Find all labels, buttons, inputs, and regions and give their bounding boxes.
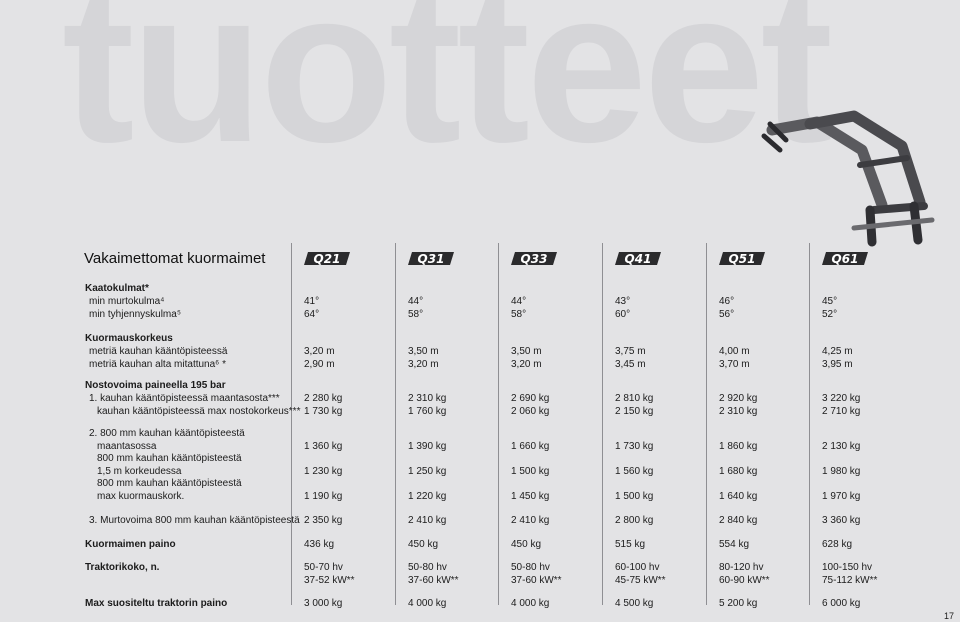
cell-value: 1 230 kg: [304, 466, 343, 477]
page-number: 17: [943, 611, 954, 621]
model-badge: [719, 252, 765, 265]
row-label: 1,5 m korkeudessa: [97, 466, 182, 477]
cell-value: 75-112 kW**: [822, 575, 878, 586]
cell-value: 64°: [304, 309, 320, 320]
cell-value: 37-60 kW**: [511, 575, 562, 586]
tipping-heading: Kaatokulmat*: [85, 283, 149, 294]
cell-value: 1 860 kg: [719, 441, 758, 452]
cell-value: 60°: [615, 309, 631, 320]
cell-value: 1 220 kg: [408, 491, 447, 502]
model-name: Q61: [831, 252, 859, 265]
cell-value: 50-80 hv: [408, 562, 447, 573]
front-loader-image: [742, 110, 952, 270]
cell-value: 2 690 kg: [511, 393, 550, 404]
row-label: 800 mm kauhan kääntöpisteestä: [97, 478, 242, 489]
model-name: Q51: [728, 252, 756, 265]
column-divider: [291, 243, 292, 605]
cell-value: 45°: [822, 296, 838, 307]
cell-value: 37-60 kW**: [408, 575, 459, 586]
model-badge: [822, 252, 868, 265]
cell-value: 3,75 m: [615, 346, 646, 357]
cell-value: 4 000 kg: [408, 598, 447, 609]
model-badge: [615, 252, 661, 265]
cell-value: 44°: [408, 296, 424, 307]
cell-value: 3,70 m: [719, 359, 750, 370]
cell-value: 2 350 kg: [304, 515, 343, 526]
cell-value: 4 500 kg: [615, 598, 654, 609]
section-title: Vakaimettomat kuormaimet: [84, 250, 266, 267]
cell-value: 2 130 kg: [822, 441, 861, 452]
row-label: 800 mm kauhan kääntöpisteestä: [97, 453, 242, 464]
cell-value: 56°: [719, 309, 735, 320]
row-label: metriä kauhan kääntöpisteessä: [89, 346, 228, 357]
column-divider: [395, 243, 396, 605]
cell-value: 2 800 kg: [615, 515, 654, 526]
cell-value: 2 280 kg: [304, 393, 343, 404]
cell-value: 3,50 m: [408, 346, 439, 357]
cell-value: 5 200 kg: [719, 598, 758, 609]
cell-value: 80-120 hv: [719, 562, 764, 573]
cell-value: 1 660 kg: [511, 441, 550, 452]
cell-value: 3 360 kg: [822, 515, 861, 526]
height-heading: Kuormauskorkeus: [85, 333, 173, 344]
cell-value: 1 500 kg: [615, 491, 654, 502]
model-name: Q33: [520, 252, 548, 265]
cell-value: 1 190 kg: [304, 491, 343, 502]
cell-value: 44°: [511, 296, 527, 307]
cell-value: 3,20 m: [304, 346, 335, 357]
cell-value: 2 410 kg: [408, 515, 447, 526]
cell-value: 1 730 kg: [304, 406, 343, 417]
cell-value: 4,25 m: [822, 346, 853, 357]
cell-value: 1 560 kg: [615, 466, 654, 477]
cell-value: 1 450 kg: [511, 491, 550, 502]
cell-value: 436 kg: [304, 539, 335, 550]
row-label: 3. Murtovoima 800 mm kauhan kääntöpisteestä: [89, 515, 300, 526]
cell-value: 52°: [822, 309, 838, 320]
lift-heading: Nostovoima paineella 195 bar: [85, 380, 226, 391]
row-label: min murtokulma⁴: [89, 296, 165, 307]
cell-value: 450 kg: [408, 539, 439, 550]
cell-value: 2 310 kg: [719, 406, 758, 417]
cell-value: 3,50 m: [511, 346, 542, 357]
row-label: max kuormauskork.: [97, 491, 185, 502]
cell-value: 2 060 kg: [511, 406, 550, 417]
cell-value: 1 980 kg: [822, 466, 861, 477]
cell-value: 4 000 kg: [511, 598, 550, 609]
cell-value: 628 kg: [822, 539, 853, 550]
cell-value: 50-80 hv: [511, 562, 550, 573]
cell-value: 1 640 kg: [719, 491, 758, 502]
row-label: 2. 800 mm kauhan kääntöpisteestä: [89, 428, 245, 439]
cell-value: 1 680 kg: [719, 466, 758, 477]
max-tractor-label: Max suositeltu traktorin paino: [85, 598, 228, 609]
cell-value: 515 kg: [615, 539, 646, 550]
cell-value: 2 150 kg: [615, 406, 654, 417]
cell-value: 2 710 kg: [822, 406, 861, 417]
cell-value: 100-150 hv: [822, 562, 873, 573]
cell-value: 58°: [511, 309, 527, 320]
model-name: Q21: [313, 252, 341, 265]
background-watermark: tuotteet: [62, 0, 830, 188]
cell-value: 2,90 m: [304, 359, 335, 370]
model-name: Q31: [417, 252, 445, 265]
model-badge: [408, 252, 454, 265]
tractor-label: Traktorikoko, n.: [85, 562, 160, 573]
cell-value: 60-90 kW**: [719, 575, 770, 586]
cell-value: 1 730 kg: [615, 441, 654, 452]
cell-value: 1 390 kg: [408, 441, 447, 452]
cell-value: 1 250 kg: [408, 466, 447, 477]
row-label: kauhan kääntöpisteessä max nostokorkeus***: [97, 406, 301, 417]
cell-value: 43°: [615, 296, 631, 307]
cell-value: 3,45 m: [615, 359, 646, 370]
row-label: 1. kauhan kääntöpisteessä maantasosta***: [89, 393, 280, 404]
cell-value: 4,00 m: [719, 346, 750, 357]
column-divider: [809, 243, 810, 605]
cell-value: 6 000 kg: [822, 598, 861, 609]
cell-value: 3,95 m: [822, 359, 853, 370]
model-badge: [304, 252, 350, 265]
cell-value: 450 kg: [511, 539, 542, 550]
cell-value: 45-75 kW**: [615, 575, 666, 586]
cell-value: 46°: [719, 296, 735, 307]
cell-value: 2 810 kg: [615, 393, 654, 404]
row-label: maantasossa: [97, 441, 157, 452]
cell-value: 1 760 kg: [408, 406, 447, 417]
cell-value: 3,20 m: [408, 359, 439, 370]
cell-value: 60-100 hv: [615, 562, 660, 573]
cell-value: 41°: [304, 296, 320, 307]
cell-value: 2 410 kg: [511, 515, 550, 526]
weight-label: Kuormaimen paino: [85, 539, 176, 550]
cell-value: 3 220 kg: [822, 393, 861, 404]
model-name: Q41: [624, 252, 652, 265]
cell-value: 2 920 kg: [719, 393, 758, 404]
row-label: metriä kauhan alta mitattuna⁶ *: [89, 359, 226, 370]
cell-value: 1 970 kg: [822, 491, 861, 502]
column-divider: [602, 243, 603, 605]
cell-value: 37-52 kW**: [304, 575, 355, 586]
cell-value: 1 360 kg: [304, 441, 343, 452]
cell-value: 3,20 m: [511, 359, 542, 370]
model-badge: [511, 252, 557, 265]
column-divider: [498, 243, 499, 605]
cell-value: 1 500 kg: [511, 466, 550, 477]
cell-value: 3 000 kg: [304, 598, 343, 609]
cell-value: 58°: [408, 309, 424, 320]
cell-value: 554 kg: [719, 539, 750, 550]
row-label: min tyhjennyskulma⁵: [89, 309, 181, 320]
column-divider: [706, 243, 707, 605]
cell-value: 2 310 kg: [408, 393, 447, 404]
cell-value: 2 840 kg: [719, 515, 758, 526]
cell-value: 50-70 hv: [304, 562, 343, 573]
